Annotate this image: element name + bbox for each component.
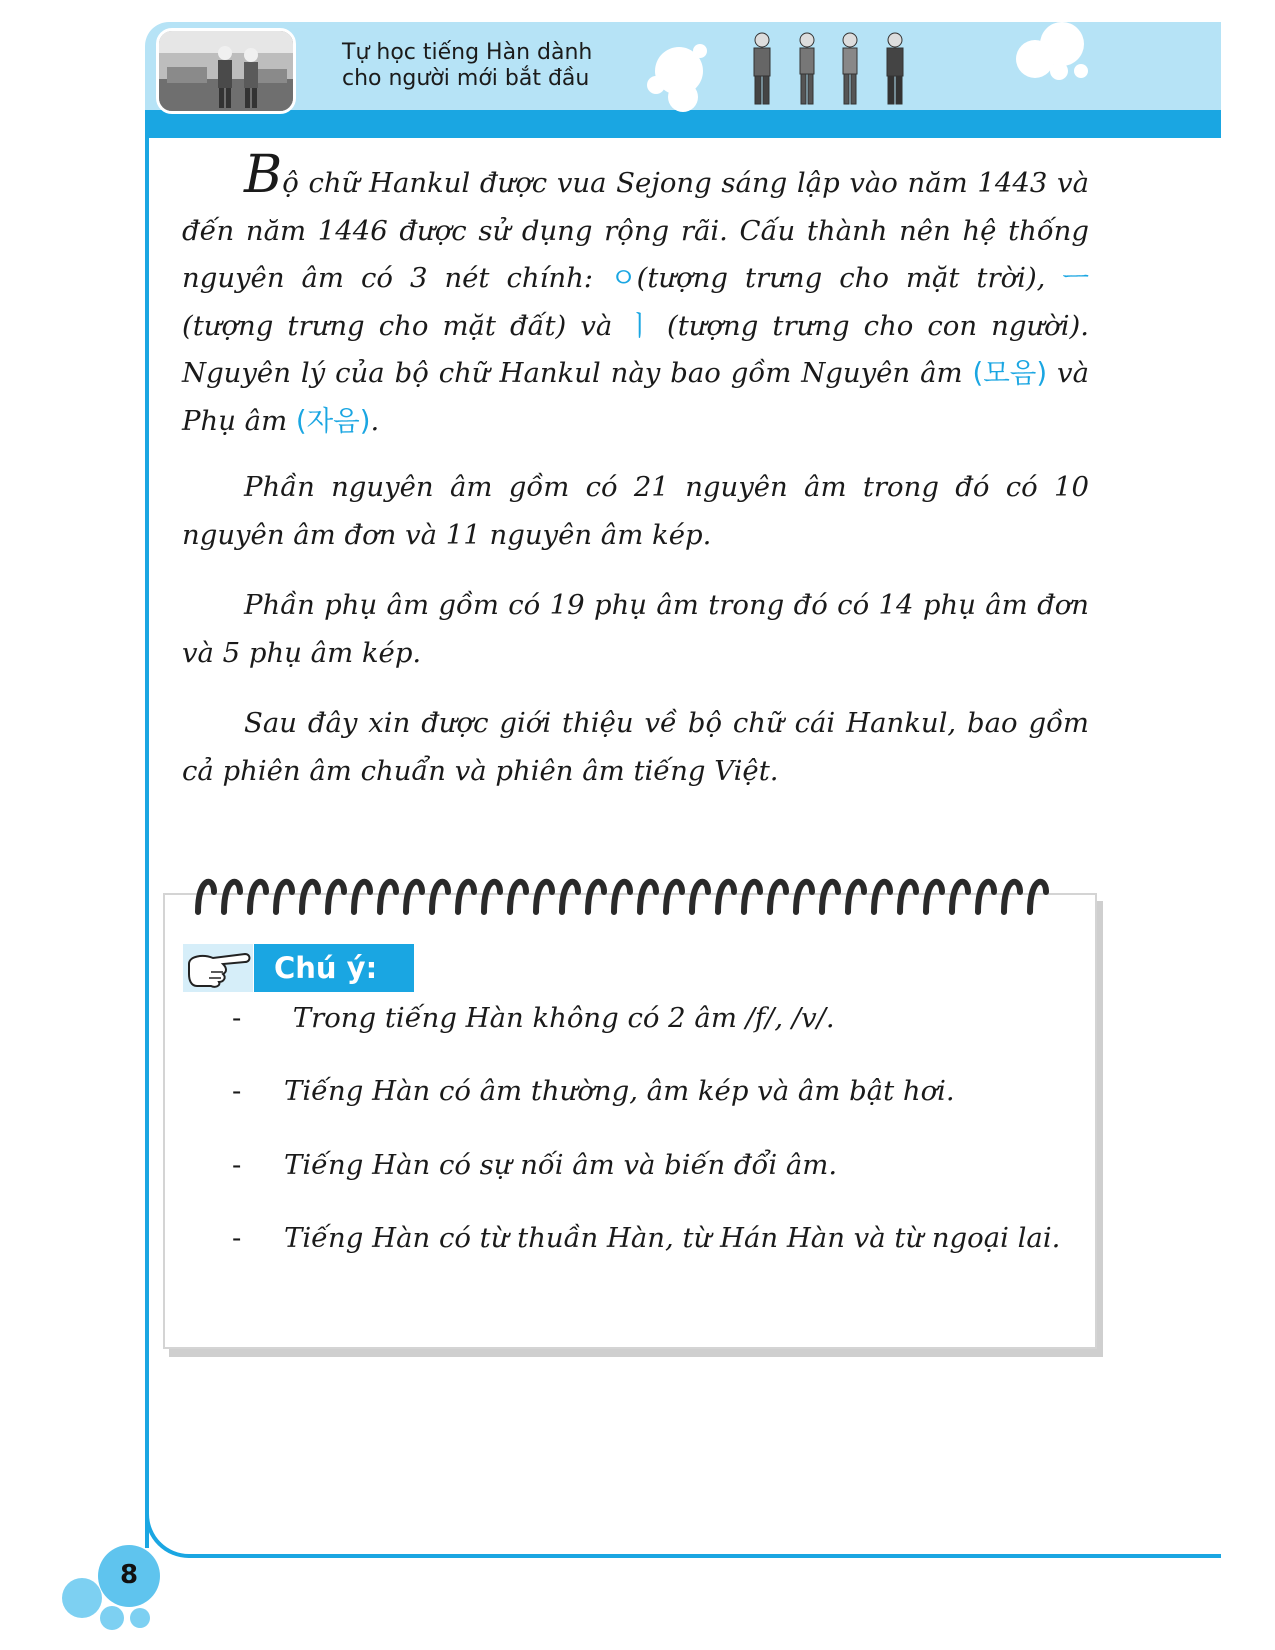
bubble-decoration [62,1578,102,1618]
list-dash: - [232,1149,242,1181]
paragraph-intro-part: và Phụ âm [182,357,1089,437]
page-number: 8 [119,1560,139,1590]
header-title-line1: Tự học tiếng Hàn dành [342,40,593,65]
paragraph-intro-part: (tượng trưng cho mặt trời), [636,262,1063,294]
bubble-decoration [1074,64,1088,78]
paragraph-consonants: Phần phụ âm gồm có 19 phụ âm trong đó có 14 phụ âm đơn và 5 phụ âm kép. [182,589,1089,669]
bubble-decoration [1050,62,1068,80]
note-item-text: Tiếng Hàn có âm thường, âm kép và âm bật hơi. [284,1075,955,1107]
note-item [232,1073,1092,1109]
bubble-decoration [130,1608,150,1628]
paragraph-intro-part: ộ chữ Hankul được vua Sejong sáng lập vào năm 1443 và đến năm 1446 được sử dụng rộng rãi. Cấu thành nên hệ thống nguyên âm có 3 nét chính: [182,167,1089,294]
page-frame-corner [145,1500,205,1558]
paragraph-intro-part: . [370,404,380,437]
korean-term-vowel: (모음) [972,357,1048,389]
header-photo [156,28,296,114]
symbol-horizontal: ㅡ [1062,262,1089,294]
bubble-decoration [647,76,665,94]
people-illustration [745,30,925,108]
bubble-decoration [668,82,698,112]
paragraph-intro [182,145,1089,445]
classroom-image [159,31,293,111]
notebook-spiral [190,862,1070,922]
drop-cap: B [244,145,283,205]
note-item [232,1000,1092,1036]
paragraph-intro-part: (tượng trưng cho con người). Nguyên lý của bộ chữ Hankul này bao gồm Nguyên âm [182,309,1089,389]
paragraph-introduction-next: Sau đây xin được giới thiệu về bộ chữ cái Hankul, bao gồm cả phiên âm chuẩn và phiên âm tiếng Việt. [182,707,1089,787]
korean-term-consonant: (자음) [295,404,371,437]
header-title-line2: cho người mới bắt đầu [342,66,590,91]
symbol-vertical: ㅣ [626,309,653,342]
paragraph-intro-part: (tượng trưng cho mặt đất) và [182,309,627,342]
note-item [232,1220,1092,1256]
list-dash: - [232,1222,242,1254]
header-title [342,40,642,92]
page-frame-left [145,138,149,1548]
header-stripe [145,110,1221,138]
page-frame-bottom [200,1554,1221,1558]
note-label: Chú ý: [254,944,414,992]
list-dash: - [232,1002,242,1034]
bubble-decoration [693,44,707,58]
bubble-decoration [1040,22,1084,66]
bubble-decoration [100,1606,124,1630]
note-item-text: Trong tiếng Hàn không có 2 âm /f/, /v/. [284,1002,835,1034]
list-dash: - [232,1075,242,1107]
note-item-text: Tiếng Hàn có sự nối âm và biến đổi âm. [284,1149,838,1181]
paragraph-vowels: Phần nguyên âm gồm có 21 nguyên âm trong đó có 10 nguyên âm đơn và 11 nguyên âm kép. [182,471,1089,551]
note-item [232,1147,1092,1183]
symbol-circle: ㅇ [610,262,637,294]
pointing-hand-icon [183,944,253,992]
note-item-text: Tiếng Hàn có từ thuần Hàn, từ Hán Hàn và từ ngoại lai. [284,1222,1061,1254]
